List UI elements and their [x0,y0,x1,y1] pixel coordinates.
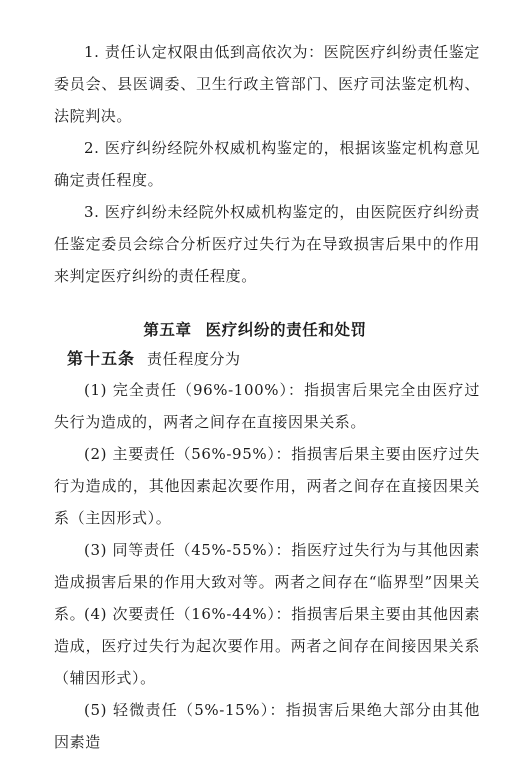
article-fifteen [67,343,493,375]
chapter-title: 医疗纠纷的责任和处罚 [205,320,367,339]
article-label: 第十五条 [67,349,136,368]
paragraph-internal-appraisal: 3. 医疗纠纷未经院外权威机构鉴定的，由医院医疗纠纷责任鉴定委员会综合分析医疗过失行为在导致损害后果中的作用来判定医疗纠纷的责任程度。 [54,203,480,285]
list-item-full-responsibility: (1) 完全责任（96%-100%）：指损害后果完全由医疗过失行为造成的，两者之间存在直接因果关系。 [54,381,480,431]
list-item-equal-responsibility: (3) 同等责任（45%-55%）：指医疗过失行为与其他因素造成损害后果的作用大致对等。两者之间存在“临界型”因果关系。 [54,541,480,623]
list-item-slight-responsibility: (5) 轻微责任（5%-15%）：指损害后果绝大部分由其他因素造 [54,701,480,751]
article-text: 责任程度分为 [147,350,241,368]
list-item-minor-responsibility: (4) 次要责任（16%-44%）：指损害后果主要由其他因素造成，医疗过失行为起次要作用。两者之间存在间接因果关系（辅因形式）。 [54,605,480,687]
chapter-heading [0,318,510,340]
paragraph-external-appraisal: 2. 医疗纠纷经院外权威机构鉴定的，根据该鉴定机构意见确定责任程度。 [54,139,480,189]
list-item-major-responsibility: (2) 主要责任（56%-95%）：指损害后果主要由医疗过失行为造成的，其他因素起次要作用，两者之间存在直接因果关系（主因形式）。 [54,445,480,527]
paragraph-authority-order: 1. 责任认定权限由低到高依次为：医院医疗纠纷责任鉴定委员会、县医调委、卫生行政主管部门、医疗司法鉴定机构、法院判决。 [54,43,480,125]
chapter-number: 第五章 [143,320,192,339]
